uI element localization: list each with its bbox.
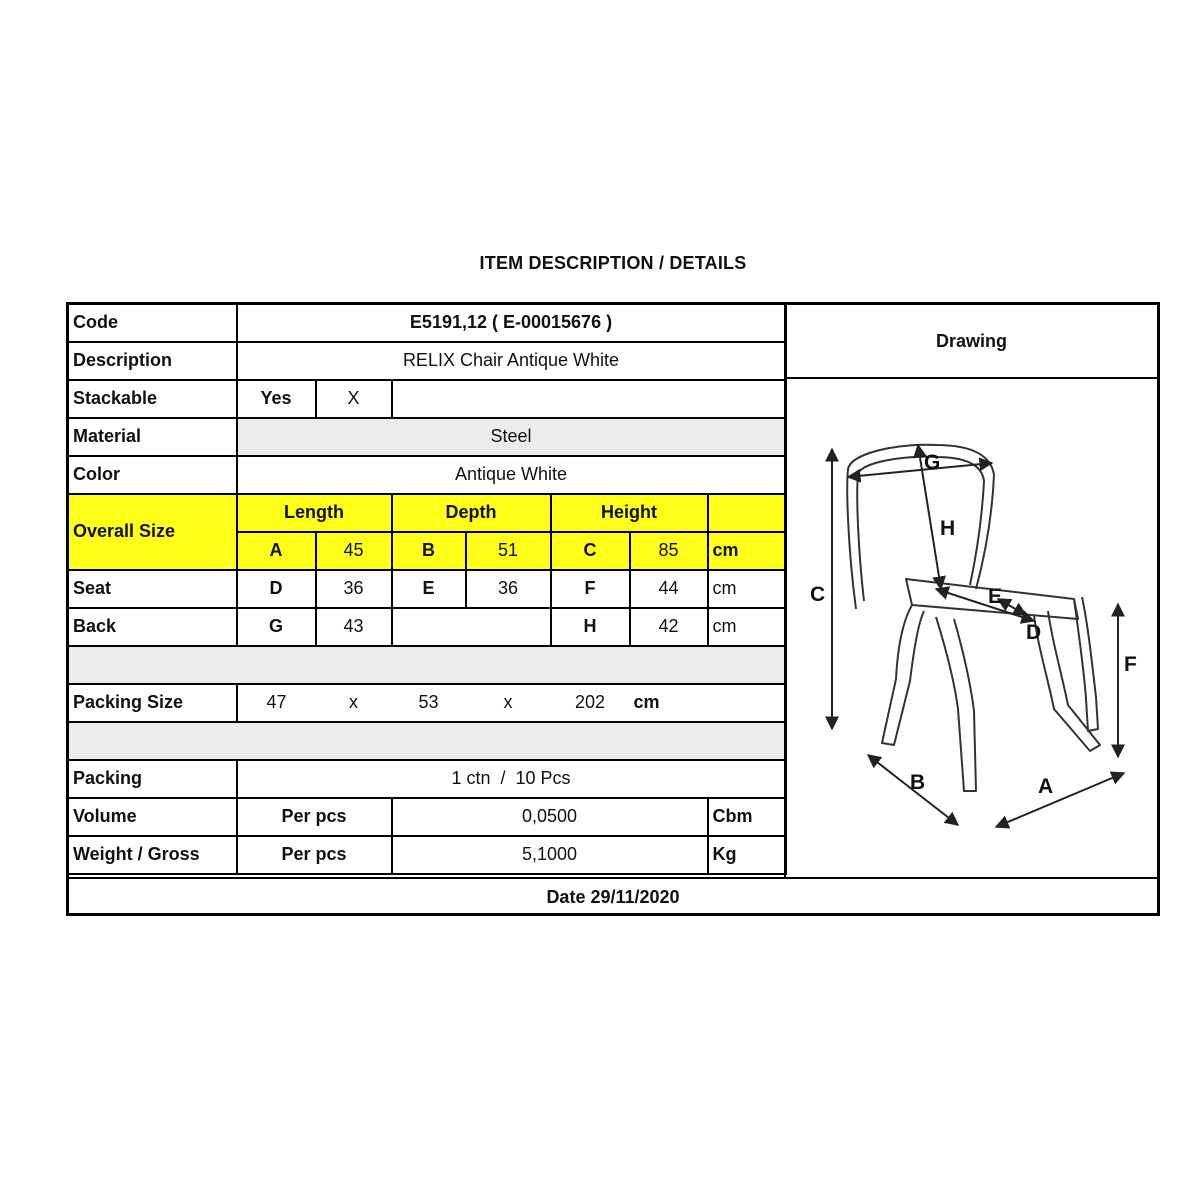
packing-length: 47 bbox=[237, 684, 316, 722]
weight-value: 5,1000 bbox=[392, 836, 708, 874]
color-label: Color bbox=[68, 456, 237, 494]
weight-per: Per pcs bbox=[237, 836, 392, 874]
stackable-mark: X bbox=[316, 380, 392, 418]
volume-unit: Cbm bbox=[708, 798, 786, 836]
description-value: RELIX Chair Antique White bbox=[237, 342, 786, 380]
volume-label: Volume bbox=[68, 798, 237, 836]
document-title: ITEM DESCRIPTION / DETAILS bbox=[479, 253, 747, 273]
dim-c-letter: C bbox=[551, 532, 630, 570]
dim-label-d: D bbox=[1026, 621, 1042, 644]
packing-width: 53 bbox=[392, 684, 466, 722]
depth-header: Depth bbox=[392, 494, 551, 532]
volume-per: Per pcs bbox=[237, 798, 392, 836]
packing-height: 202 bbox=[551, 684, 630, 722]
material-value: Steel bbox=[237, 418, 786, 456]
packing-x2: x bbox=[466, 684, 551, 722]
back-label: Back bbox=[68, 608, 237, 646]
dim-b-value: 51 bbox=[466, 532, 551, 570]
weight-unit: Kg bbox=[708, 836, 786, 874]
height-header: Height bbox=[551, 494, 708, 532]
dim-label-h: H bbox=[940, 517, 956, 540]
packing-size-label: Packing Size bbox=[68, 684, 237, 722]
stackable-label: Stackable bbox=[68, 380, 237, 418]
dim-e-value: 36 bbox=[466, 570, 551, 608]
overall-size-unit: cm bbox=[708, 532, 786, 570]
dim-f-letter: F bbox=[551, 570, 630, 608]
dim-c-value: 85 bbox=[630, 532, 708, 570]
packing-value: 1 ctn / 10 Pcs bbox=[237, 760, 786, 798]
code-value: E5191,12 ( E-00015676 ) bbox=[237, 304, 786, 342]
packing-unit: cm bbox=[630, 684, 708, 722]
document-frame bbox=[66, 302, 1160, 916]
dim-label-b: B bbox=[910, 771, 926, 794]
dim-h-letter: H bbox=[551, 608, 630, 646]
volume-value: 0,0500 bbox=[392, 798, 708, 836]
dim-h-value: 42 bbox=[630, 608, 708, 646]
back-unit: cm bbox=[708, 608, 786, 646]
description-label: Description bbox=[68, 342, 237, 380]
dim-a-letter: A bbox=[237, 532, 316, 570]
dim-d-value: 36 bbox=[316, 570, 392, 608]
overall-size-label: Overall Size bbox=[68, 494, 237, 570]
dim-g-value: 43 bbox=[316, 608, 392, 646]
material-label: Material bbox=[68, 418, 237, 456]
length-header: Length bbox=[237, 494, 392, 532]
weight-label: Weight / Gross bbox=[68, 836, 237, 874]
dim-label-g: G bbox=[924, 451, 941, 474]
dim-b-letter: B bbox=[392, 532, 466, 570]
drawing-header: Drawing bbox=[784, 305, 1157, 379]
date-footer: Date 29/11/2020 bbox=[66, 877, 1160, 916]
code-label: Code bbox=[68, 304, 237, 342]
dim-label-c: C bbox=[810, 583, 826, 606]
dim-g-letter: G bbox=[237, 608, 316, 646]
seat-unit: cm bbox=[708, 570, 786, 608]
dim-f-value: 44 bbox=[630, 570, 708, 608]
packing-label: Packing bbox=[68, 760, 237, 798]
color-value: Antique White bbox=[237, 456, 786, 494]
dim-d-letter: D bbox=[237, 570, 316, 608]
dim-label-a: A bbox=[1038, 775, 1054, 798]
dim-e-letter: E bbox=[392, 570, 466, 608]
stackable-yes: Yes bbox=[237, 380, 316, 418]
dim-a-value: 45 bbox=[316, 532, 392, 570]
packing-x1: x bbox=[316, 684, 392, 722]
dim-label-f: F bbox=[1124, 653, 1137, 676]
dim-label-e: E bbox=[988, 585, 1003, 608]
seat-label: Seat bbox=[68, 570, 237, 608]
